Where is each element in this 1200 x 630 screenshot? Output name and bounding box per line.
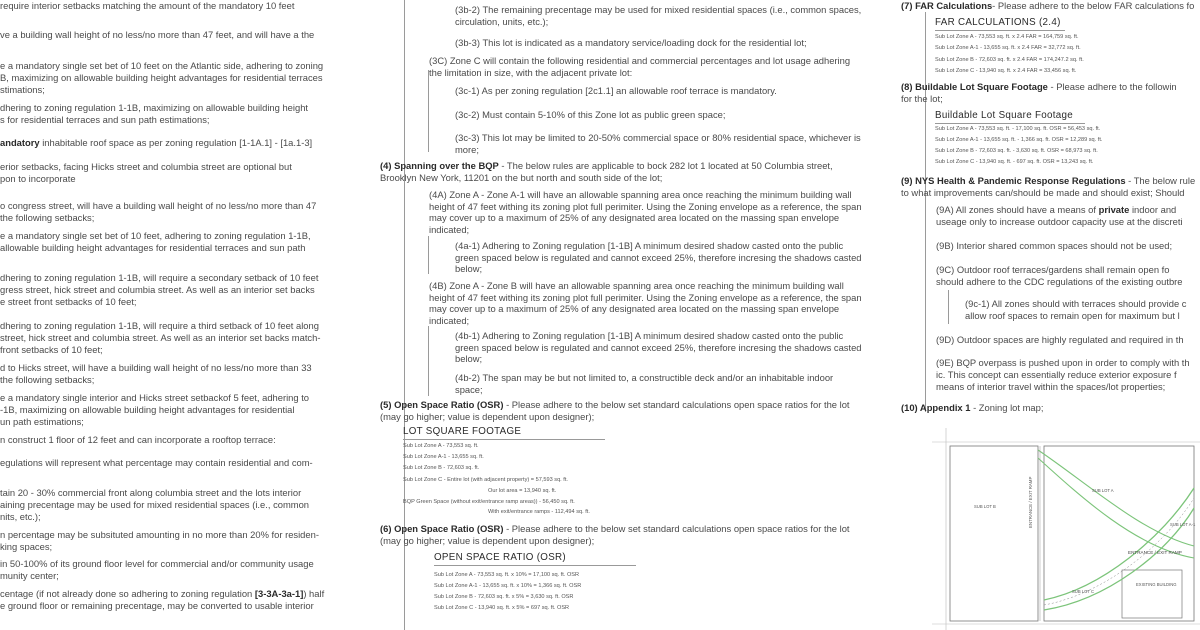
text-line: street, hick street and columbia street. As well as an interior set backs match-	[0, 332, 321, 343]
map-background	[932, 428, 1200, 630]
section-9-heading: (9) NYS Health & Pandemic Response Regulations	[901, 175, 1126, 186]
section-6-heading: (6) Open Space Ratio (OSR)	[380, 523, 504, 534]
lot-row: Sub Lot Zone C - Entire lot (with adjacent property) = 57,593 sq. ft.	[403, 477, 568, 483]
section-6: (6) Open Space Ratio (OSR) - Please adhere to the below set standard calculations open space ratios for the lot (may go higher; value is dependent upon designer);	[380, 523, 850, 546]
rule-9c-1: (9c-1) All zones should with terraces should provide c	[965, 298, 1187, 309]
buildable-row: Sub Lot Zone C - 13,940 sq. ft. - 697 sq. ft. OSR = 13,243 sq. ft.	[935, 159, 1094, 165]
far-title: FAR CALCULATIONS (2.4)	[935, 17, 1065, 31]
rule-9A-continued: useage only to increase outdoor capacity use at the discreti	[936, 216, 1183, 227]
map-label-sub-lot-a1: SUB LOT A-1	[1170, 522, 1196, 527]
text-line: B, maximizing on allowable building height advantages for residential terraces	[0, 72, 323, 83]
text-line: dhering to zoning regulation 1-1B, will require a third setback of 10 feet along	[0, 320, 319, 331]
text-line: e a mandatory single set bet of 10 feet, adhering to zoning regulation 1-1B,	[0, 230, 311, 241]
text-line: aining precentage may be used for mixed residential spaces (i.e., common	[0, 499, 310, 510]
text-line: egulations will represent what percentage may contain residential and com-	[0, 457, 313, 468]
mandatory-label: andatory	[0, 137, 40, 148]
osr-row: Sub Lot Zone A-1 - 13,655 sq. ft. x 10% = 1,366 sq. ft. OSR	[434, 583, 582, 589]
section-5-heading: (5) Open Space Ratio (OSR)	[380, 399, 504, 410]
text-line: the following setbacks;	[0, 212, 95, 223]
rule-9C-continued: should adhere to the CDC regulations of the existing outbre	[936, 276, 1183, 287]
rule-9c-1-continued: allow roof spaces to remain open for maximum but l	[965, 310, 1180, 321]
section-7: (7) FAR Calculations- Please adhere to the below FAR calculations fo	[901, 0, 1195, 11]
section-10-heading: (10) Appendix 1	[901, 402, 971, 413]
section-8: (8) Buildable Lot Square Footage - Please adhere to the followin	[901, 81, 1177, 92]
lot-row: With exit/entrance ramps - 112,494 sq. ft.	[488, 509, 590, 515]
text-line: e ground floor or remaining precentage, may be converted to usable interior	[0, 600, 314, 611]
text-line: e street front setbacks of 10 feet;	[0, 296, 137, 307]
regulation-reference: [3-3A-3a-1]	[254, 588, 304, 599]
text-line: dhering to zoning regulation 1-1B, maximizing on allowable building height	[0, 102, 309, 113]
lot-square-footage-title: LOT SQUARE FOOTAGE	[403, 426, 605, 440]
text-line: o congress street, will have a building wall height of no less/no more than 47	[0, 200, 317, 211]
map-label-ramp-vertical: ENTRANCE / EXIT RAMP	[1028, 476, 1033, 528]
lot-row: Sub Lot Zone A-1 - 13,655 sq. ft.	[403, 454, 484, 460]
section-4: (4) Spanning over the BQP - The below rules are applicable to bock 282 lot 1 located at 50 Columbia street, Brooklyn New York, 11201 on the but north and south side of the lot;	[380, 160, 833, 183]
rule-9C: (9C) Outdoor roof terraces/gardens shall remain open fo	[936, 264, 1170, 275]
text-line: require interior setbacks matching the amount of the mandatory 10 feet	[0, 0, 295, 11]
osr-row: Sub Lot Zone B - 72,603 sq. ft. x 5% = 3,630 sq. ft. OSR	[434, 594, 574, 600]
section-5: (5) Open Space Ratio (OSR) - Please adhere to the below set standard calculations open space ratios for the lot (may go higher; value is dependent upon designer);	[380, 399, 850, 422]
text-line: d to Hicks street, will have a building wall height of no less/no more than 33	[0, 362, 312, 373]
rule-9E-continued: ic. This concept can essentially reduce exterior exposure f	[936, 369, 1177, 380]
rule-9E: (9E) BQP overpass is pushed upon in order to comply with th	[936, 357, 1190, 368]
osr-title: OPEN SPACE RATIO (OSR)	[434, 552, 636, 566]
text-line: in 50-100% of its ground floor level for commercial and/or community usage	[0, 558, 314, 569]
far-row: Sub Lot Zone B - 72,603 sq. ft. x 2.4 FAR = 174,247.2 sq. ft.	[935, 57, 1084, 63]
text-line: front setbacks of 10 feet;	[0, 344, 103, 355]
text-line: tain 20 - 30% commercial front along columbia street and the lots interior	[0, 487, 302, 498]
text-line: e a mandatory single set bet of 10 feet on the Atlantic side, adhering to zoning	[0, 60, 324, 71]
section-8-continued: for the lot;	[901, 93, 943, 104]
map-label-sub-lot-a: SUB LOT A	[1092, 488, 1114, 493]
section-9-continued: to what improvements can/should be made and should exist; Should	[901, 187, 1185, 198]
rule-4A: (4A) Zone A - Zone A-1 will have an allowable spanning area once reaching the minimum building wall height of 47 feet withing its zoning plot full perimiter. Using the Zoning envelope as a reference, the span may cover up to a maximum of 25% of any designated area located on the massing span envelope indicated;	[429, 189, 862, 235]
map-label-ramp-horizontal: ENTRANCE / EXIT RAMP	[1128, 550, 1182, 555]
section-8-heading: (8) Buildable Lot Square Footage	[901, 81, 1048, 92]
rule-9E-continued: means of interior travel within the spaces/lot properties;	[936, 381, 1166, 392]
rule-4b-2: (4b-2) The span may be but not limited to, a constructible deck and/or an inhabitable indoor space;	[455, 372, 834, 395]
text-line: the following setbacks;	[0, 374, 95, 385]
zoning-lot-map	[932, 428, 1200, 630]
buildable-row: Sub Lot Zone B - 72,603 sq. ft. - 3,630 sq. ft. OSR = 68,973 sq. ft.	[935, 148, 1098, 154]
text-line: king spaces;	[0, 541, 53, 552]
far-row: Sub Lot Zone C - 13,940 sq. ft. x 2.4 FAR = 33,456 sq. ft.	[935, 68, 1077, 74]
left-column	[0, 0, 340, 630]
map-label-sub-lot-b: SUB LOT B	[974, 504, 996, 509]
lot-row: Sub Lot Zone A - 73,553 sq. ft.	[403, 443, 479, 449]
text-line: e a mandatory single interior and Hicks street setbackof 5 feet, adhering to	[0, 392, 310, 403]
rule-3C: (3C) Zone C will contain the following residential and commercial percentages and lot usage adhering the limitation in size, with the adjacent private lot:	[429, 55, 851, 78]
text-line: centage (if not already done so adhering to zoning regulation [3-3A-3a-1]) half	[0, 588, 325, 599]
text-line: stimations;	[0, 84, 45, 95]
text-line: n percentage may be subsituted amounting in no more than 20% for residen-	[0, 529, 319, 540]
rule-4a-1: (4a-1) Adhering to Zoning regulation [1-1B] A minimum desired shadow casted onto the public green spaced below is regulated and cannot exceed 25%, therefore incresing the shadows casted below;	[455, 240, 862, 275]
text-line: gress street, hick street and columbia street. As well as an interior set backs	[0, 284, 315, 295]
text-line: -1B, maximizing on allowable building height advantages for residential	[0, 404, 295, 415]
text-line: pon to incorporate	[0, 173, 76, 184]
text-line: erior setbacks, facing Hicks street and columbia street are optional but	[0, 161, 292, 172]
middle-column	[380, 0, 866, 630]
far-row: Sub Lot Zone A-1 - 13,655 sq. ft. x 2.4 FAR = 32,772 sq. ft.	[935, 45, 1081, 51]
text-line: nits, etc.);	[0, 511, 41, 522]
private-emphasis: private	[1098, 204, 1130, 215]
lot-row: Sub Lot Zone B - 72,603 sq. ft.	[403, 465, 480, 471]
text-line: s for residential terraces and sun path estimations;	[0, 114, 210, 125]
rule-3b-3: (3b-3) This lot is indicated as a mandatory service/loading dock for the residential lot;	[455, 37, 807, 48]
text-line: munity center;	[0, 570, 59, 581]
text-line: n construct 1 floor of 12 feet and can incorporate a rooftop terrace:	[0, 434, 276, 445]
buildable-row: Sub Lot Zone A-1 - 13,655 sq. ft. - 1,366 sq. ft. OSR = 12,289 sq. ft.	[935, 137, 1103, 143]
section-7-heading: (7) FAR Calculations	[901, 0, 993, 11]
section-10: (10) Appendix 1 - Zoning lot map;	[901, 402, 1044, 413]
text-line: allowable building height advantages for residential terraces and sun path	[0, 242, 306, 253]
rule-3c-2: (3c-2) Must contain 5-10% of this Zone lot as public green space;	[455, 109, 726, 120]
text-line: dhering to zoning regulation 1-1B, will require a secondary setback of 10 feet	[0, 272, 319, 283]
text-line: ve a building wall height of no less/no more than 47 feet, and will have a the	[0, 29, 315, 40]
text-line: andatory inhabitable roof space as per zoning regulation [1-1A.1] - [1a.1-3]	[0, 137, 313, 148]
lot-row: BQP Green Space (without exit/entrance ramp areas)) - 56,450 sq. ft.	[403, 499, 575, 505]
rule-3c-1: (3c-1) As per zoning regulation [2c1.1] an allowable roof terrace is mandatory.	[455, 85, 777, 96]
section-4-heading: (4) Spanning over the BQP	[380, 160, 499, 171]
section-9: (9) NYS Health & Pandemic Response Regulations - The below rule	[901, 175, 1196, 186]
map-label-sub-lot-c: SUB LOT C	[1072, 589, 1095, 594]
osr-row: Sub Lot Zone C - 13,940 sq. ft. x 5% = 697 sq. ft. OSR	[434, 605, 570, 611]
rule-4b-1: (4b-1) Adhering to Zoning regulation [1-1B] A minimum desired shadow casted onto the public green spaced below is regulated and cannot exceed 25%, therefore incresing the shadows casted below;	[455, 330, 862, 365]
rule-9B: (9B) Interior shared common spaces should not be used;	[936, 240, 1173, 251]
rule-3c-3: (3c-3) This lot may be limited to 20-50% commercial space or 80% residential space, whichever is more;	[455, 132, 861, 155]
map-label-existing-building: EXISTING BUILDING	[1136, 582, 1177, 587]
rule-9A: (9A) All zones should have a means of private indoor and	[936, 204, 1177, 215]
far-row: Sub Lot Zone A - 73,553 sq. ft. x 2.4 FAR = 164,759 sq. ft.	[935, 34, 1079, 40]
buildable-title: Buildable Lot Square Footage	[935, 110, 1085, 124]
rule-3b-2: (3b-2) The remaining precentage may be used for mixed residential spaces (i.e., common spaces, circulation, units, etc.);	[455, 4, 862, 27]
osr-row: Sub Lot Zone A - 73,553 sq. ft. x 10% = 17,100 sq. ft. OSR	[434, 572, 580, 578]
text-line: un path estimations;	[0, 416, 84, 427]
rule-4B: (4B) Zone A - Zone B will have an allowable spanning area once reaching the minimum building wall height of 47 feet withing its zoning plot full perimiter. Using the Zoning envelope as a reference, the span may cover up to a maximum of 25% of any designated area located on the massing span envelope indicated;	[429, 280, 862, 326]
lot-row: Our lot area = 13,940 sq. ft.	[488, 488, 557, 494]
buildable-row: Sub Lot Zone A - 73,553 sq. ft. - 17,100 sq. ft. OSR = 56,453 sq. ft.	[935, 126, 1101, 132]
rule-9D: (9D) Outdoor spaces are highly regulated and required in th	[936, 334, 1184, 345]
